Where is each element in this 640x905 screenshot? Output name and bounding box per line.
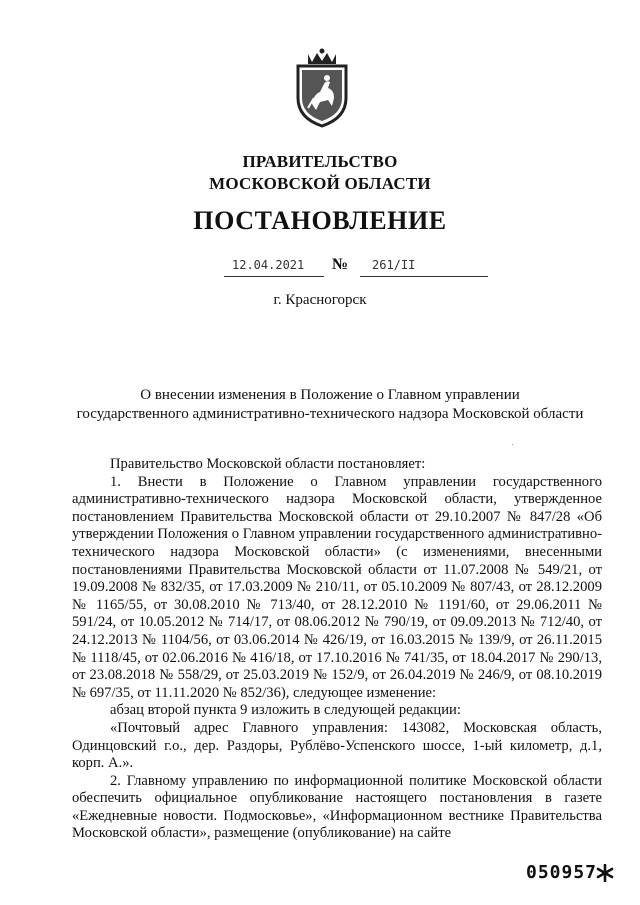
paragraph-1-sub: абзац второй пункта 9 изложить в следующей редакции: bbox=[110, 702, 461, 719]
subject-line1: О внесении изменения в Положение о Главном управлении bbox=[140, 387, 520, 403]
paragraph-1: 1. Внести в Положение о Главном управлении государственного административно-технического надзора Московской области, утвержденное постановлением Правительства Московской области от 29.10.2007 № 847/28 «Об утверждении Положения о Главном управлении государственного административно-технического надзора Московской области» (с изменениями, внесенными постановлениями Правительства Московской области от 11.07.2008 № 549/21, от 19.09.2008 № 832/35, от 17.03.2009 № 210/11, от 05.10.2009 № 807/43, от 28.12.2009 № 1165/55, от 30.08.2010 № 713/40, от 28.12.2010 № 1191/60, от 29.06.2011 № 591/24, от 10.05.2012 № 714/17, от 08.06.2012 № 790/19, от 09.09.2013 № 712/40, от 24.12.2013 № 1104/56, от 03.06.2014 № 426/19, от 16.03.2015 № 139/9, от 26.11.2015 № 1118/45, от 02.06.2016 № 416/18, от 17.10.2016 № 741/35, от 18.04.2017 № 290/13, от 23.08.2018 № 558/29, от 25.03.2019 № 152/9, от 26.04.2019 № 246/9, от 08.10.2019 № 697/35, от 11.11.2020 № 852/36), следующее изменение: bbox=[72, 473, 602, 701]
quote-paragraph: «Почтовый адрес Главного управления: 143082, Московская область, Одинцовский г.о., дер. Раздоры, Рублёво-Успенского шоссе, 1-ый километр, д.1, корп. А.». bbox=[72, 719, 602, 772]
paragraph-2: 2. Главному управлению по информационной политике Московской области обеспечить официальное опубликование настоящего постановления в газете «Ежедневные новости. Подмосковье», «Информационном вестнике Правительства Московской области», размещение (опубликование) на сайте bbox=[72, 772, 602, 842]
intro-paragraph: Правительство Московской области постановляет: bbox=[110, 456, 426, 472]
government-title-line1: ПРАВИТЕЛЬСТВО bbox=[242, 152, 398, 171]
coat-of-arms-icon bbox=[290, 48, 354, 128]
document-number: 261/II bbox=[372, 258, 416, 272]
subject-line2: государственного административно-технического надзора Московской области bbox=[76, 406, 584, 422]
document-subject bbox=[60, 386, 600, 424]
document-body bbox=[72, 456, 602, 843]
asterisk-icon bbox=[596, 864, 614, 882]
document-date: 12.04.2021 bbox=[232, 258, 305, 272]
stamp-number: 050957 bbox=[526, 862, 598, 883]
city-name: г. Красногорск bbox=[273, 292, 367, 308]
document-type-heading: ПОСТАНОВЛЕНИЕ bbox=[193, 206, 447, 235]
scan-speck bbox=[512, 444, 513, 445]
date-number-line bbox=[0, 258, 640, 280]
government-title-line2: МОСКОВСКОЙ ОБЛАСТИ bbox=[209, 174, 431, 193]
date-underline bbox=[224, 276, 324, 277]
number-sign: № bbox=[332, 256, 349, 273]
number-underline bbox=[360, 276, 488, 277]
